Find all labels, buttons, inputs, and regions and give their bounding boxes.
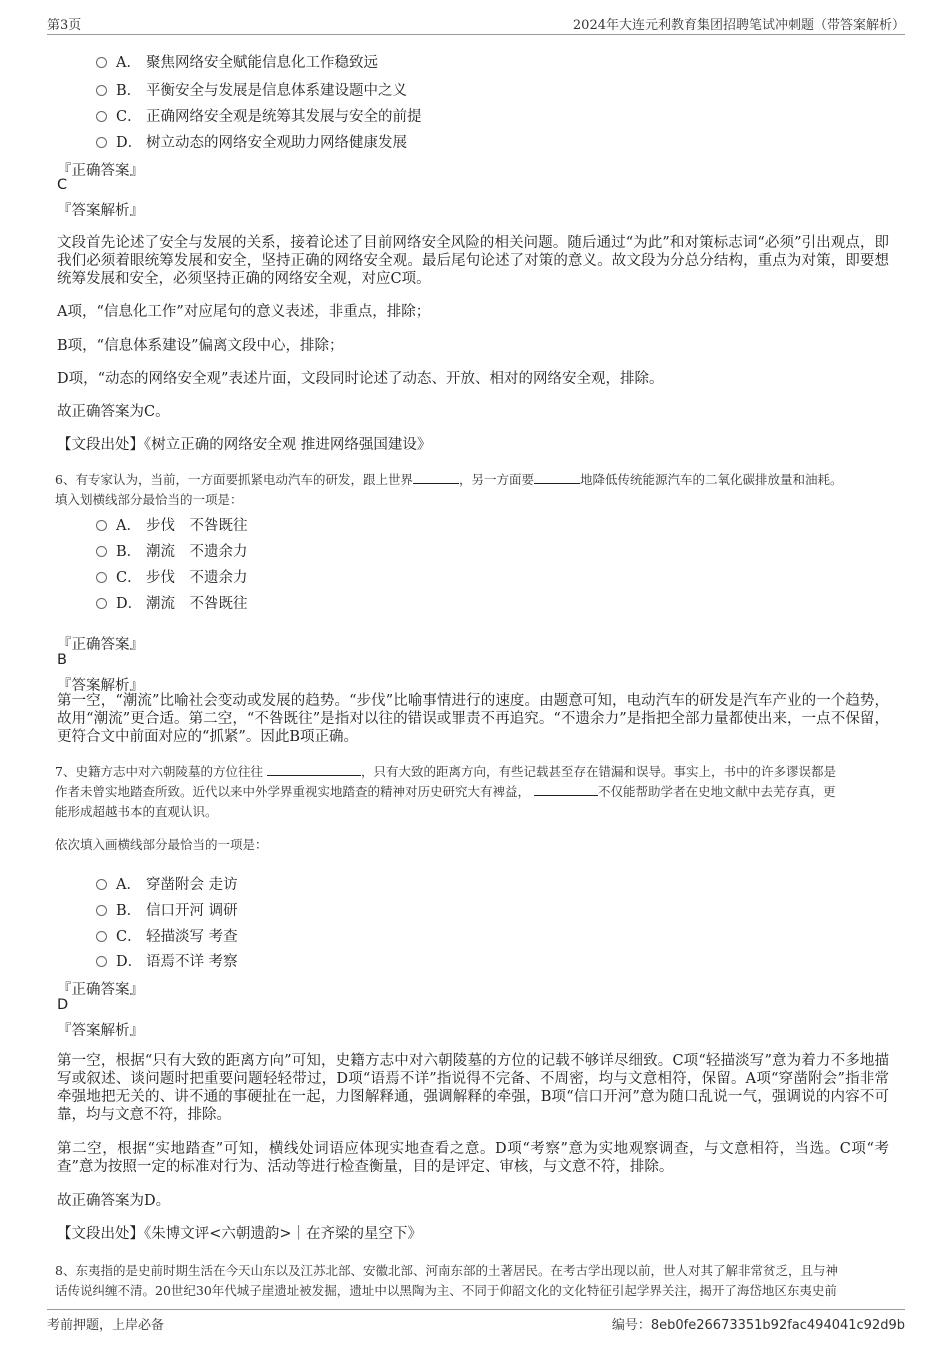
q5-analysis-paragraph: 故正确答案为C。 (57, 404, 170, 420)
q6-stem: 6、有专家认为，当前，一方面要抓紧电动汽车的研发，跟上世界 ，另一方面要 地降低传统能源汽车的二氧化碳排放量和油耗。 填入划横线部分最恰当的一项是： (55, 472, 843, 507)
q6-answer-label: 『正确答案』 (57, 637, 144, 653)
q6-option-d[interactable]: D． 潮流 不咎既往 (96, 592, 248, 613)
q7-option-c[interactable]: C． 轻描淡写 考查 (96, 925, 238, 946)
radio-icon[interactable] (96, 956, 107, 967)
q6-answer: B (57, 652, 67, 668)
page-footer (47, 1309, 905, 1334)
q6-option-c[interactable]: C． 步伐 不遗余力 (96, 566, 248, 587)
document-code: 编号：8eb0fe26673351b92fac494041c92d9b (611, 1318, 905, 1333)
q6-analysis-label: 『答案解析』 (57, 678, 144, 694)
q5-answer: C (57, 177, 68, 193)
q7-answer: D (57, 997, 69, 1013)
radio-icon[interactable] (96, 572, 107, 583)
q7-analysis-paragraph: 故正确答案为D。 (57, 1193, 171, 1209)
q5-answer-label: 『正确答案』 (57, 163, 144, 179)
radio-icon[interactable] (96, 85, 107, 96)
q7-option-a[interactable]: A． 穿凿附会 走访 (96, 873, 238, 894)
radio-icon[interactable] (96, 931, 107, 942)
q6-option-b[interactable]: B． 潮流 不遗余力 (96, 540, 248, 561)
q7-answer-label: 『正确答案』 (57, 982, 144, 998)
radio-icon[interactable] (96, 111, 107, 122)
q7-instruction: 依次填入画横线部分最恰当的一项是： (55, 837, 268, 852)
blank-line (534, 471, 580, 484)
q5-option-c[interactable]: C． 正确网络安全观是统筹其发展与安全的前提 (96, 105, 422, 126)
page-header (47, 12, 905, 35)
radio-icon[interactable] (96, 137, 107, 148)
q7-stem: 7、史籍方志中对六朝陵墓的方位往往 ，只有大致的距离方向，有些记载甚至存在错漏和误导。事实上，书中的许多谬误都是 作者未曾实地踏查所致。近代以来中外学界重视实地踏查的精神对历史研究大有裨益， 不仅能帮助学者在史地文献中去芜存真，更 能形成超越书本的直观认识。 (55, 764, 836, 819)
q5-analysis-paragraph: D项，“动态的网络安全观”表述片面，文段同时论述了动态、开放、相对的网络安全观，排除。 (57, 371, 664, 387)
radio-icon[interactable] (96, 546, 107, 557)
q5-analysis-paragraph: 文段首先论述了安全与发展的关系，接着论述了目前网络安全风险的相关问题。随后通过“为此”和对策标志词“必须”引出观点，即我们必须着眼统筹发展和安全，坚持正确的网络安全观。最后尾句论述了对策的意义。故文段为分总分结构，重点为对策，即要想统筹发展和安全，必须坚持正确的网络安全观，对应C项。 (57, 235, 889, 287)
document-title: 2024年大连元利教育集团招聘笔试冲刺题（带答案解析） (572, 18, 905, 33)
q7-option-b[interactable]: B． 信口开河 调研 (96, 899, 238, 920)
blank-line (413, 471, 459, 484)
radio-icon[interactable] (96, 598, 107, 609)
q7-analysis-paragraph: 第二空，根据“实地踏查”可知，横线处词语应体现实地查看之意。D项“考察”意为实地观察调查，与文意相符，当选。C项“考查”意为按照一定的标准对行为、活动等进行检查衡量，目的是评定、审核，与文意不符，排除。 (57, 1141, 889, 1175)
q5-source: 【文段出处】《树立正确的网络安全观 推进网络强国建设》 (57, 437, 432, 453)
q6-analysis-paragraph: 第一空，“潮流”比喻社会变动或发展的趋势。“步伐”比喻事情进行的速度。由题意可知，电动汽车的研发是汽车产业的一个趋势，故用“潮流”更合适。第二空，“不咎既往”是指对以往的错误或罪责不再追究。“不遗余力”是指把全部力量都使出来，一点不保留，更符合文中前面对应的“抓紧”。因此B项正确。 (57, 693, 889, 745)
q5-option-d[interactable]: D． 树立动态的网络安全观助力网络健康发展 (96, 131, 407, 152)
q7-analysis-label: 『答案解析』 (57, 1023, 144, 1039)
q8-stem: 8、东夷指的是史前时期生活在今天山东以及江苏北部、安徽北部、河南东部的土著居民。在考古学出现以前，世人对其了解非常贫乏，且与神 话传说纠缠不清。20世纪30年代城子崖遗址被发掘，遗址中以黑陶为主、不同于仰韶文化的文化特征引起学界关注，揭开了海岱地区东夷史前 (55, 1263, 838, 1298)
q5-analysis-paragraph: A项，“信息化工作”对应尾句的意义表述，非重点，排除； (57, 304, 431, 320)
q7-source: 【文段出处】《朱博文评<六朝遗韵>｜在齐梁的星空下》 (57, 1226, 423, 1242)
blank-line (267, 763, 361, 776)
q6-option-a[interactable]: A． 步伐 不咎既往 (96, 514, 248, 535)
q5-option-a[interactable]: A． 聚焦网络安全赋能信息化工作稳致远 (96, 51, 378, 72)
page-number: 第3页 (47, 18, 82, 33)
footer-slogan: 考前押题，上岸必备 (47, 1318, 165, 1333)
blank-line (534, 783, 598, 796)
q5-option-b[interactable]: B． 平衡安全与发展是信息体系建设题中之义 (96, 79, 407, 100)
radio-icon[interactable] (96, 520, 107, 531)
radio-icon[interactable] (96, 879, 107, 890)
radio-icon[interactable] (96, 905, 107, 916)
q5-analysis-label: 『答案解析』 (57, 203, 144, 219)
radio-icon[interactable] (96, 57, 107, 68)
q7-analysis-paragraph: 第一空，根据“只有大致的距离方向”可知，史籍方志中对六朝陵墓的方位的记载不够详尽细致。C项“轻描淡写”意为着力不多地描写或叙述、谈问题时把重要问题轻轻带过，D项“语焉不详”指说得不完备、不周密，均与文意相符，保留。A项“穿凿附会”指非常牵强地把无关的、讲不通的事硬扯在一起，力图解释通，强调解释的牵强，B项“信口开河”意为随口乱说一气，强调说的内容不可靠，均与文意不符，排除。 (57, 1053, 889, 1123)
q5-analysis-paragraph: B项，“信息体系建设”偏离文段中心，排除； (57, 338, 344, 354)
q7-option-d[interactable]: D． 语焉不详 考察 (96, 950, 238, 971)
